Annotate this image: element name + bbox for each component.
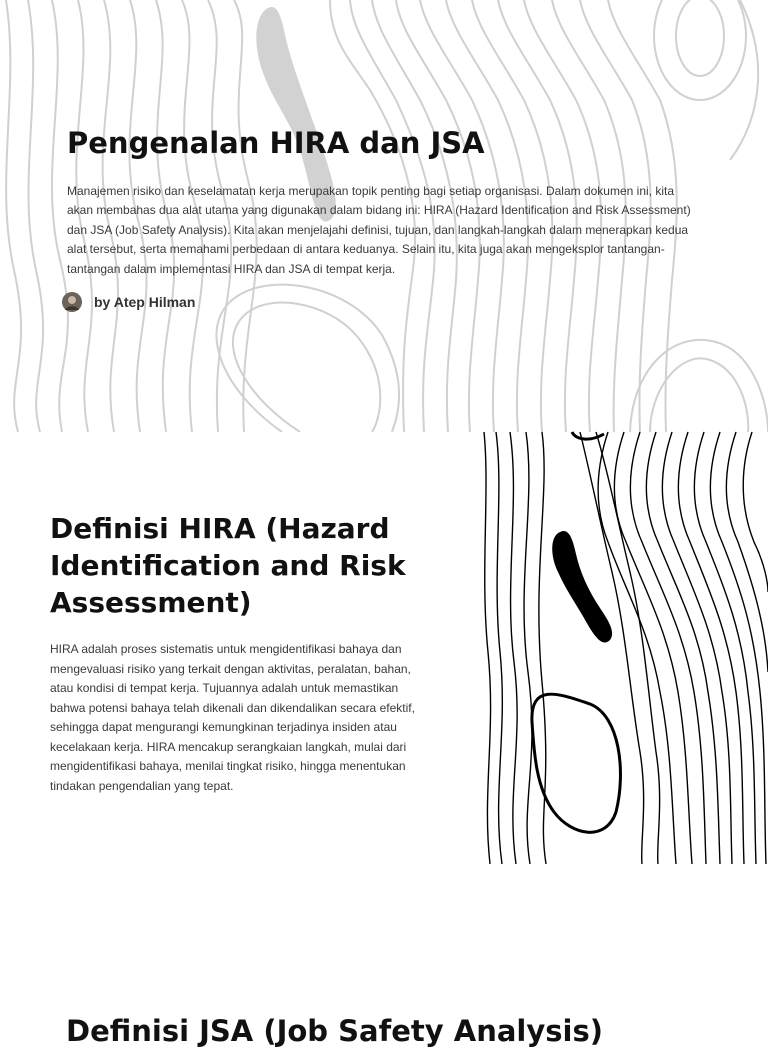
section-title: Definisi HIRA (Hazard Identification and Risk Assessment) bbox=[50, 512, 406, 619]
slide-hira-definition bbox=[0, 432, 768, 864]
slide-jsa-definition bbox=[0, 864, 768, 1048]
intro-paragraph: Manajemen risiko dan keselamatan kerja merupakan topik penting bagi setiap organisasi. Dalam dokumen ini, kita akan membahas dua alat utama yang digunakan dalam bidang ini: HIRA (Hazard Identification and Risk Assessment) dan JSA (Job Safety Analysis). Kita akan menjelajahi definisi, tujuan, dan langkah-langkah dalam menerapkan kedua alat tersebut, serta memahami perbedaan di antara keduanya. Selain itu, kita juga akan mengeksplor tantangan-tantangan dalam implementasi HIRA dan JSA di tempat kerja. bbox=[67, 184, 691, 276]
avatar bbox=[62, 292, 82, 312]
author-name: by Atep Hilman bbox=[94, 294, 196, 310]
author-byline bbox=[62, 290, 195, 314]
contour-artwork bbox=[480, 432, 768, 864]
slide-intro bbox=[0, 0, 768, 432]
page-title: Pengenalan HIRA dan JSA bbox=[67, 126, 485, 160]
avatar-photo-icon bbox=[62, 292, 82, 312]
section-title-jsa: Definisi JSA (Job Safety Analysis) bbox=[66, 1014, 603, 1048]
section-body: HIRA adalah proses sistematis untuk mengidentifikasi bahaya dan mengevaluasi risiko yang terkait dengan aktivitas, peralatan, bahan, atau kondisi di tempat kerja. Tujuannya adalah untuk memastikan bahwa potensi bahaya telah dikenali dan dikendalikan secara efektif, sehingga dapat mengurangi kemungkinan terjadinya insiden atau kecelakaan kerja. HIRA mencakup serangkaian langkah, mulai dari mengidentifikasi bahaya, menilai tingkat risiko, hingga menentukan tindakan pengendalian yang tepat. bbox=[50, 642, 415, 793]
